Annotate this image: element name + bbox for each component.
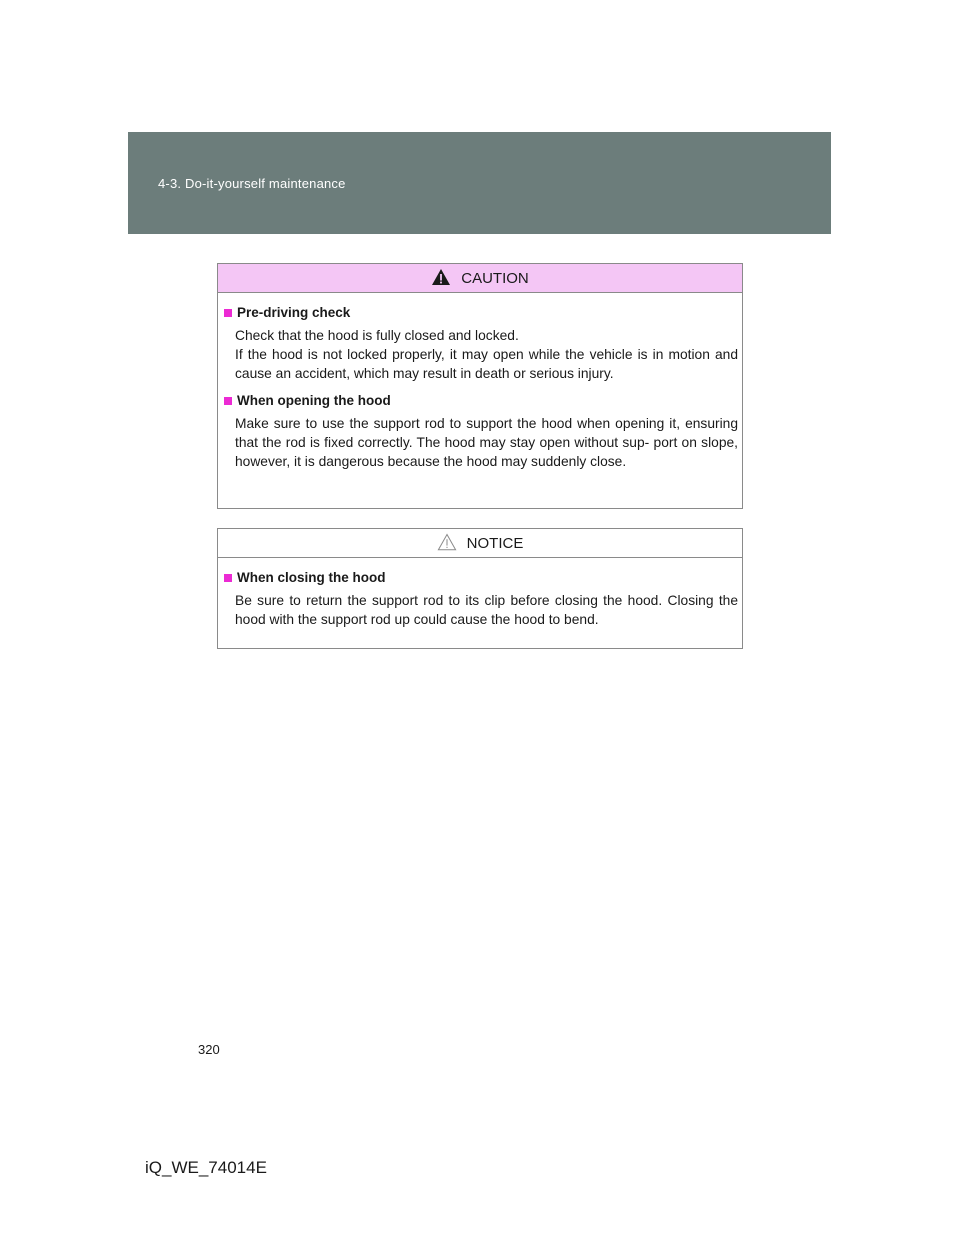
document-code: iQ_WE_74014E <box>145 1158 267 1177</box>
caution-header <box>218 264 742 293</box>
notice-box <box>217 528 743 649</box>
warning-outline-icon <box>437 533 457 551</box>
caution-box <box>217 263 743 509</box>
item-text: Be sure to return the support rod to its clip before closing the hood. Closing the hood with the support rod up could cause the hood to bend. <box>235 593 738 627</box>
item-text: Check that the hood is fully closed and locked. <box>235 328 519 343</box>
square-bullet-icon <box>224 397 232 405</box>
item-heading: When opening the hood <box>237 393 391 408</box>
caution-item <box>224 393 738 471</box>
square-bullet-icon <box>224 309 232 317</box>
notice-title: NOTICE <box>466 534 524 552</box>
notice-item <box>224 570 738 629</box>
square-bullet-icon <box>224 574 232 582</box>
notice-header <box>218 529 742 558</box>
item-text: If the hood is not locked properly, it may open while the vehicle is in motion and cause an accident, which may result in death or serious injury. <box>235 347 738 381</box>
caution-title: CAUTION <box>461 269 529 287</box>
warning-filled-icon <box>431 268 451 286</box>
item-text: Make sure to use the support rod to support the hood when opening it, ensuring that the rod is fixed correctly. The hood may stay open without sup- port on slope, however, it is dangerous because the hood may suddenly close. <box>235 416 738 469</box>
caution-body <box>218 293 742 471</box>
item-heading: When closing the hood <box>237 570 386 585</box>
caution-item <box>224 305 738 383</box>
notice-body <box>218 558 742 629</box>
item-heading: Pre-driving check <box>237 305 351 320</box>
section-title: 4-3. Do-it-yourself maintenance <box>158 176 346 191</box>
page-number: 320 <box>198 1042 220 1057</box>
